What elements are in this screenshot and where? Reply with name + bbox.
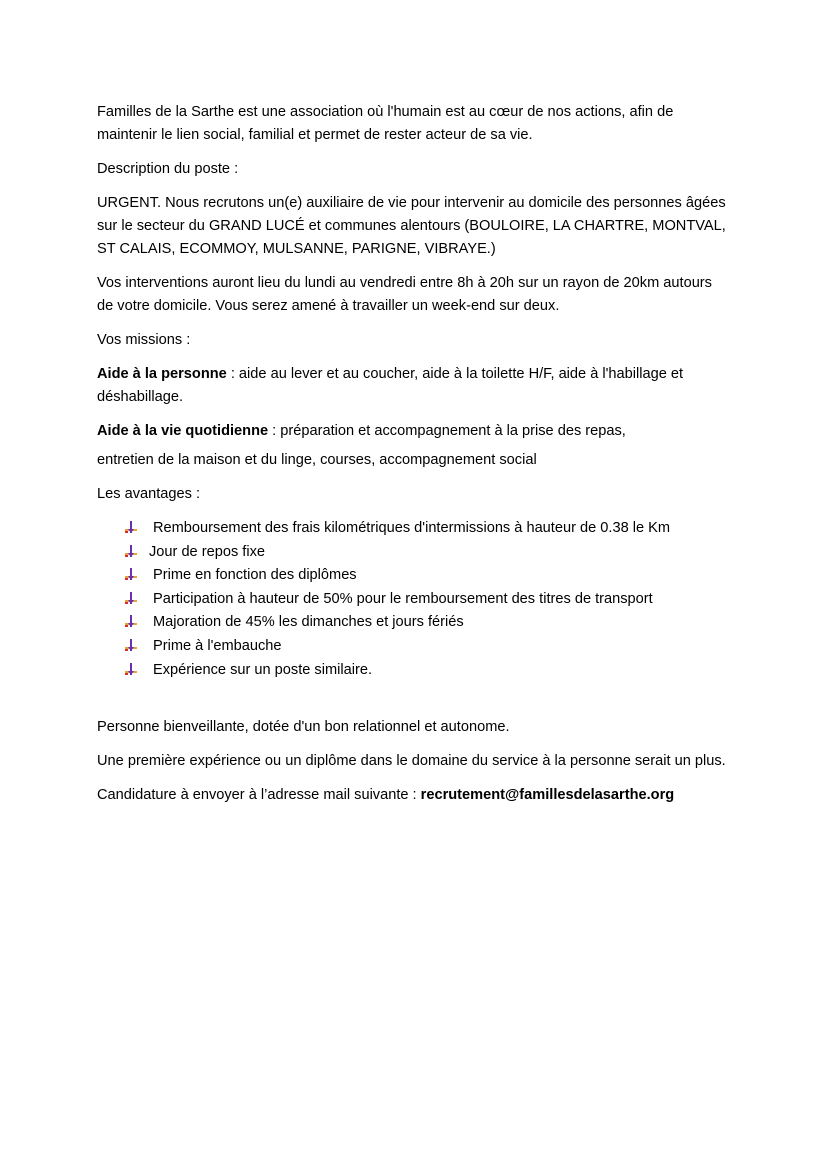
benefit-item <box>124 517 727 541</box>
application-paragraph <box>97 784 727 807</box>
experience-paragraph: Une première expérience ou un diplôme dans le domaine du service à la personne serait un plus. <box>97 753 726 770</box>
schedule-paragraph: Vos interventions auront lieu du lundi au vendredi entre 8h à 20h sur un rayon de 20km autours de votre domicile. Vous serez amené à travailler un week-end sur deux. <box>97 275 712 314</box>
mission-daily-text: : préparation et accompagnement à la prise des repas, <box>268 423 626 439</box>
benefit-label: Majoration de 45% les dimanches et jours fériés <box>153 614 464 631</box>
mission-daily-paragraph <box>97 420 727 443</box>
arrow-down-bullet-icon <box>124 592 138 606</box>
application-email-link[interactable]: recrutement@famillesdelasarthe.org <box>420 787 675 804</box>
arrow-down-bullet-icon <box>124 521 138 535</box>
benefit-label: Participation à hauteur de 50% pour le remboursement des titres de transport <box>153 590 653 607</box>
description-heading: Description du poste : <box>97 161 239 177</box>
benefit-item <box>124 611 727 635</box>
benefits-list <box>97 517 727 682</box>
benefit-item <box>124 541 727 565</box>
job-posting-document <box>97 101 727 807</box>
benefit-label: Remboursement des frais kilométriques d'intermissions à hauteur de 0.38 le Km <box>153 520 671 536</box>
benefit-item <box>124 564 727 588</box>
benefit-label: Expérience sur un poste similaire. <box>153 661 373 678</box>
benefit-label: Jour de repos fixe <box>149 543 266 560</box>
benefit-label: Prime à l'embauche <box>153 637 282 654</box>
mission-person-text: : aide au lever et au coucher, aide à la toilette H/F, aide à l'habillage et déshabillage. <box>97 366 684 405</box>
benefits-heading: Les avantages : <box>97 486 201 502</box>
arrow-down-bullet-icon <box>124 663 138 677</box>
benefit-item <box>124 635 727 659</box>
mission-person-title: Aide à la personne <box>97 366 227 382</box>
missions-heading: Vos missions : <box>97 332 191 348</box>
mission-daily-title: Aide à la vie quotidienne <box>97 423 269 439</box>
arrow-down-bullet-icon <box>124 639 138 653</box>
mission-person-paragraph <box>97 363 727 409</box>
application-text: Candidature à envoyer à l’adresse mail suivante : <box>97 787 421 804</box>
benefit-label: Prime en fonction des diplômes <box>153 567 357 584</box>
profile-paragraph: Personne bienveillante, dotée d'un bon relationnel et autonome. <box>97 719 510 736</box>
benefit-item <box>124 659 727 683</box>
description-paragraph: URGENT. Nous recrutons un(e) auxiliaire de vie pour intervenir au domicile des personnes âgées sur le secteur du GRAND LUCÉ et communes alentours (BOULOIRE, LA CHARTRE, MONTVAL, ST CALAIS, ECOMMOY, MULSANNE, PARIGNE, VIBRAYE.) <box>97 195 726 257</box>
arrow-down-bullet-icon <box>124 615 138 629</box>
benefit-item <box>124 588 727 612</box>
arrow-down-bullet-icon <box>124 568 138 582</box>
mission-daily-continuation: entretien de la maison et du linge, courses, accompagnement social <box>97 452 537 468</box>
arrow-down-bullet-icon <box>124 545 138 559</box>
intro-paragraph: Familles de la Sarthe est une association où l'humain est au cœur de nos actions, afin de maintenir le lien social, familial et permet de rester acteur de sa vie. <box>97 104 674 143</box>
